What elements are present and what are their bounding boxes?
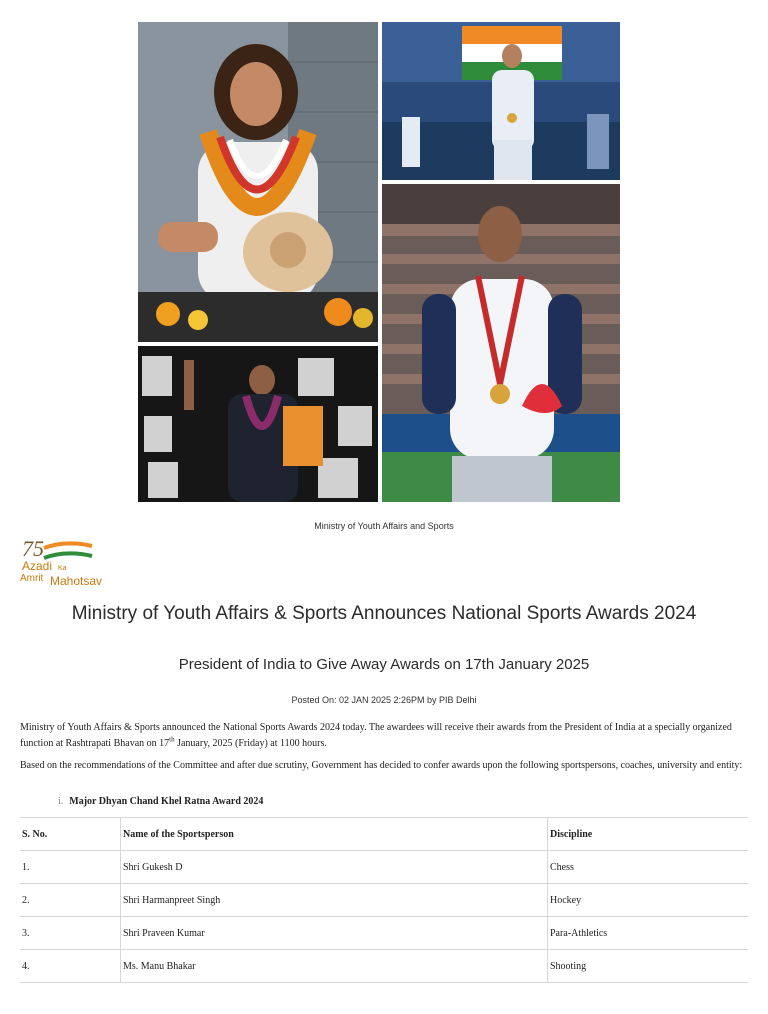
award-heading-number: i. [58,796,64,807]
cell-name: Shri Praveen Kumar [121,917,548,950]
column-header-discipline: Discipline [548,818,749,851]
announcement-paragraph [20,720,750,752]
column-header-name: Name of the Sportsperson [121,818,548,851]
award-heading [58,796,263,807]
photo-praveen-kumar [382,184,620,502]
photo-manu-bhakar [138,22,378,342]
recommendation-paragraph: Based on the recommendations of the Committee and after due scrutiny, Government has decided to confer awards upon the following sportspersons, coaches, university and entity: [20,760,743,771]
photo-caption: Ministry of Youth Affairs and Sports [314,521,454,531]
superscript-th: th [169,735,175,744]
cell-discipline: Para-Athletics [548,917,749,950]
paragraph-text-after: January, 2025 (Friday) at 1100 hours. [174,738,327,749]
cell-name: Shri Gukesh D [121,851,548,884]
cell-discipline: Chess [548,851,749,884]
cell-discipline: Hockey [548,884,749,917]
photo-collage [138,22,620,502]
award-heading-title: Major Dhyan Chand Khel Ratna Award 2024 [69,796,264,807]
cell-sno: 4. [20,950,121,983]
logo-word-amrit: Amrit [20,573,44,584]
table-row [20,950,748,983]
logo-word-mahotsav: Mahotsav [50,574,103,588]
posted-on-info: Posted On: 02 JAN 2025 2:26PM by PIB Delhi [291,695,477,705]
cell-sno: 3. [20,917,121,950]
logo-word-azadi: Azadi [22,559,53,573]
table-row [20,884,748,917]
table-row [20,917,748,950]
logo-word-ka: Ka [58,565,67,572]
cell-sno: 1. [20,851,121,884]
table-header-row [20,818,748,851]
cell-name: Ms. Manu Bhakar [121,950,548,983]
paragraph-text-before: Ministry of Youth Affairs & Sports announced the National Sports Awards 2024 today. The awardees will receive their awards from the President of India at a specially organized function at Rashtrapati Bhavan on 17 [20,722,732,749]
photo-gukesh-d [138,346,378,502]
page-subtitle: President of India to Give Away Awards on 17th January 2025 [178,656,590,673]
logo-75-numeral: 75 [22,536,44,561]
cell-name: Shri Harmanpreet Singh [121,884,548,917]
table-row [20,851,748,884]
column-header-sno: S. No. [20,818,121,851]
cell-discipline: Shooting [548,950,749,983]
photo-harmanpreet-singh [382,22,620,180]
page-title: Ministry of Youth Affairs & Sports Announces National Sports Awards 2024 [71,603,697,624]
azadi-ka-amrit-mahotsav-logo [20,534,120,590]
awardees-table [20,817,748,983]
cell-sno: 2. [20,884,121,917]
